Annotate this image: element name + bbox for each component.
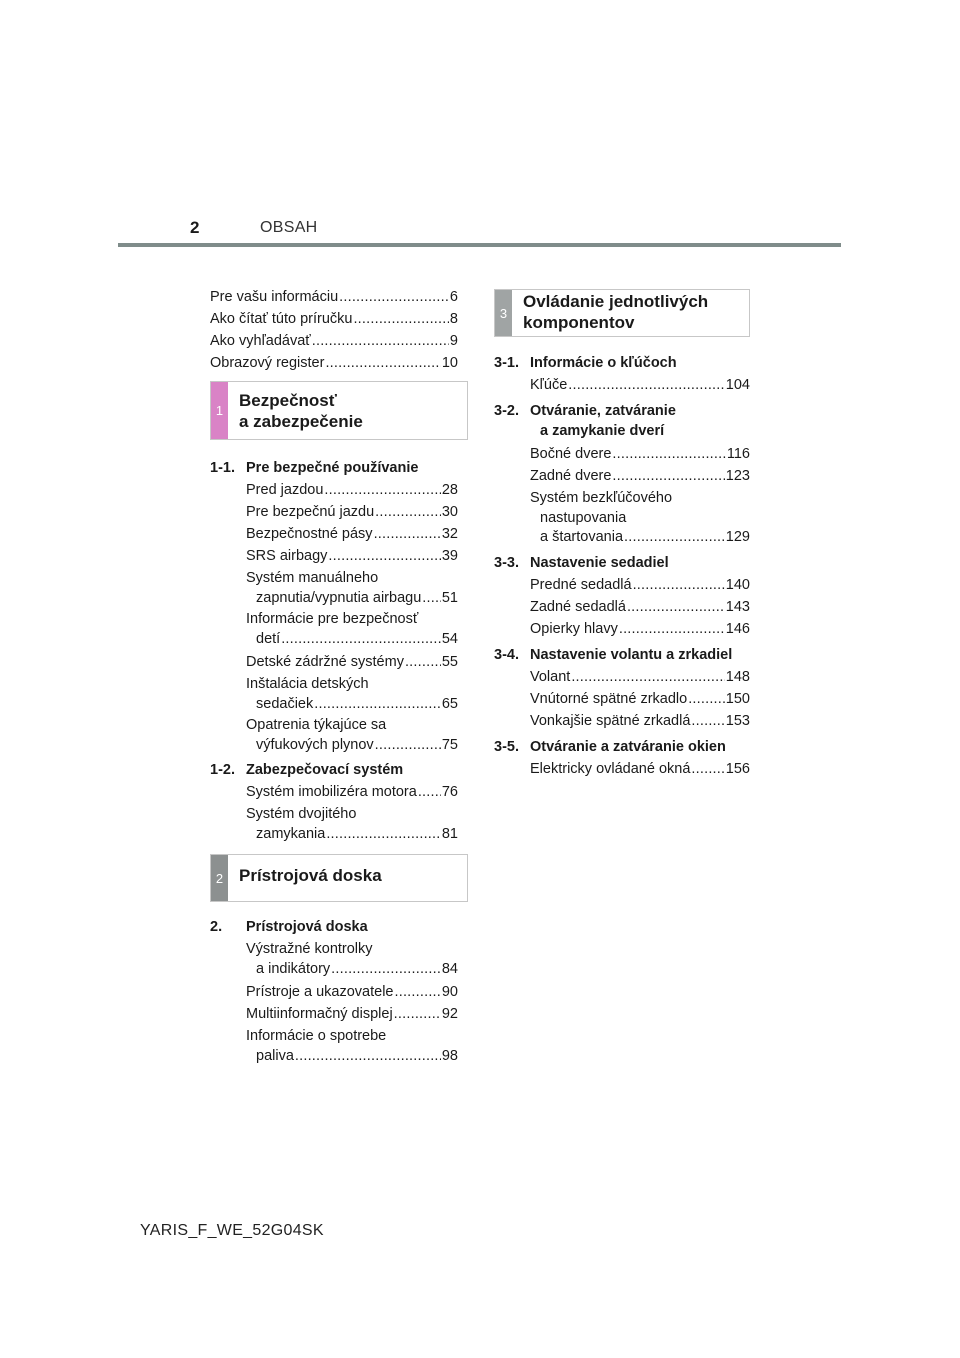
toc-entry[interactable]: Informácie pre bezpečnosť detí ..... 54 xyxy=(246,610,458,649)
toc-entry[interactable]: Kľúče ..... 104 xyxy=(530,374,750,396)
toc-entry[interactable]: Vonkajšie spätné zrkadlá ..... 153 xyxy=(530,710,750,732)
header-rule xyxy=(118,243,841,247)
section-heading[interactable]: 3-5. Otváranie a zatváranie okien xyxy=(494,738,726,755)
chapter-tab-2[interactable] xyxy=(210,854,468,902)
toc-right-column xyxy=(494,289,750,780)
page-number: 2 xyxy=(190,218,200,237)
toc-entry[interactable]: Prístroje a ukazovatele ..... 90 xyxy=(246,981,458,1003)
chapter-tab-3[interactable] xyxy=(494,289,750,337)
section-heading[interactable]: 2. Prístrojová doska xyxy=(210,919,368,935)
toc-entry[interactable]: SRS airbagy ..... 39 xyxy=(246,545,458,567)
section-heading[interactable]: 3-3. Nastavenie sedadiel xyxy=(494,554,669,571)
section-heading[interactable]: 1-2. Zabezpečovací systém xyxy=(210,762,404,778)
toc-entry[interactable]: Predné sedadlá ..... 140 xyxy=(530,574,750,596)
toc-left-column xyxy=(210,286,458,1068)
section-items xyxy=(246,479,458,567)
chapter-tab-number: 2 xyxy=(211,855,228,901)
chapter-title: Ovládanie jednotlivých komponentov xyxy=(523,292,709,332)
toc-entry[interactable]: Inštalácia detských sedačiek ..... 65 xyxy=(246,675,458,714)
toc-entry[interactable]: Systém imobilizéra motora ..... 76 xyxy=(246,781,458,803)
toc-entry[interactable]: Systém bezkľúčového nastupovania a štartovania ..... 129 xyxy=(530,489,750,548)
section-heading[interactable]: 3-1. Informácie o kľúčoch xyxy=(494,355,677,371)
toc-entry[interactable]: Zadné dvere ..... 123 xyxy=(530,465,750,487)
chapter-tab-1[interactable] xyxy=(210,381,468,440)
section-heading[interactable]: 3-4. Nastavenie volantu a zrkadiel xyxy=(494,646,733,663)
chapter-tab-number: 1 xyxy=(211,382,228,439)
toc-entry[interactable]: Opatrenia týkajúce sa výfukových plynov ..... 75 xyxy=(246,716,458,755)
toc-entry[interactable]: Pre vašu informáciu ..... 6 xyxy=(210,286,458,308)
toc-entry[interactable]: Bezpečnostné pásy ..... 32 xyxy=(246,523,458,545)
section-heading[interactable]: 3-2. Otváranie, zatváranie a zamykanie dverí xyxy=(494,403,676,439)
toc-entry[interactable]: Informácie o spotrebe paliva ..... 98 xyxy=(246,1027,458,1066)
toc-entry[interactable]: Vnútorné spätné zrkadlo ..... 150 xyxy=(530,688,750,710)
section-heading[interactable]: 1-1. Pre bezpečné používanie xyxy=(210,460,419,476)
toc-entry[interactable]: Systém manuálneho zapnutia/vypnutia airbagu ..... 51 xyxy=(246,569,458,608)
toc-entry[interactable]: Zadné sedadlá ..... 143 xyxy=(530,596,750,618)
toc-entry[interactable]: Bočné dvere ..... 116 xyxy=(530,443,750,465)
toc-entry[interactable]: Výstražné kontrolky a indikátory ..... 84 xyxy=(246,940,458,979)
toc-entry[interactable]: Ako vyhľadávať ..... 9 xyxy=(210,330,458,352)
toc-entry[interactable]: Pred jazdou ..... 28 xyxy=(246,479,458,501)
toc-entry[interactable]: Elektricky ovládané okná ..... 156 xyxy=(530,758,750,780)
toc-entry[interactable]: Volant ..... 148 xyxy=(530,666,750,688)
chapter-tab-number: 3 xyxy=(495,290,512,336)
chapter-title: Prístrojová doska xyxy=(239,866,382,885)
toc-entry[interactable]: Detské zádržné systémy ..... 55 xyxy=(246,651,458,673)
toc-entry[interactable]: Ako čítať túto príručku ..... 8 xyxy=(210,308,458,330)
toc-entry[interactable]: Pre bezpečnú jazdu ..... 30 xyxy=(246,501,458,523)
toc-entry[interactable]: Obrazový register ..... 10 xyxy=(210,352,458,374)
toc-entry[interactable]: Opierky hlavy ..... 146 xyxy=(530,618,750,640)
document-code: YARIS_F_WE_52G04SK xyxy=(140,1222,324,1239)
toc-entry[interactable]: Multiinformačný displej ..... 92 xyxy=(246,1003,458,1025)
toc-entry[interactable]: Systém dvojitého zamykania ..... 81 xyxy=(246,805,458,844)
page-title: OBSAH xyxy=(260,219,318,236)
chapter-title: Bezpečnosť a zabezpečenie xyxy=(239,391,363,431)
